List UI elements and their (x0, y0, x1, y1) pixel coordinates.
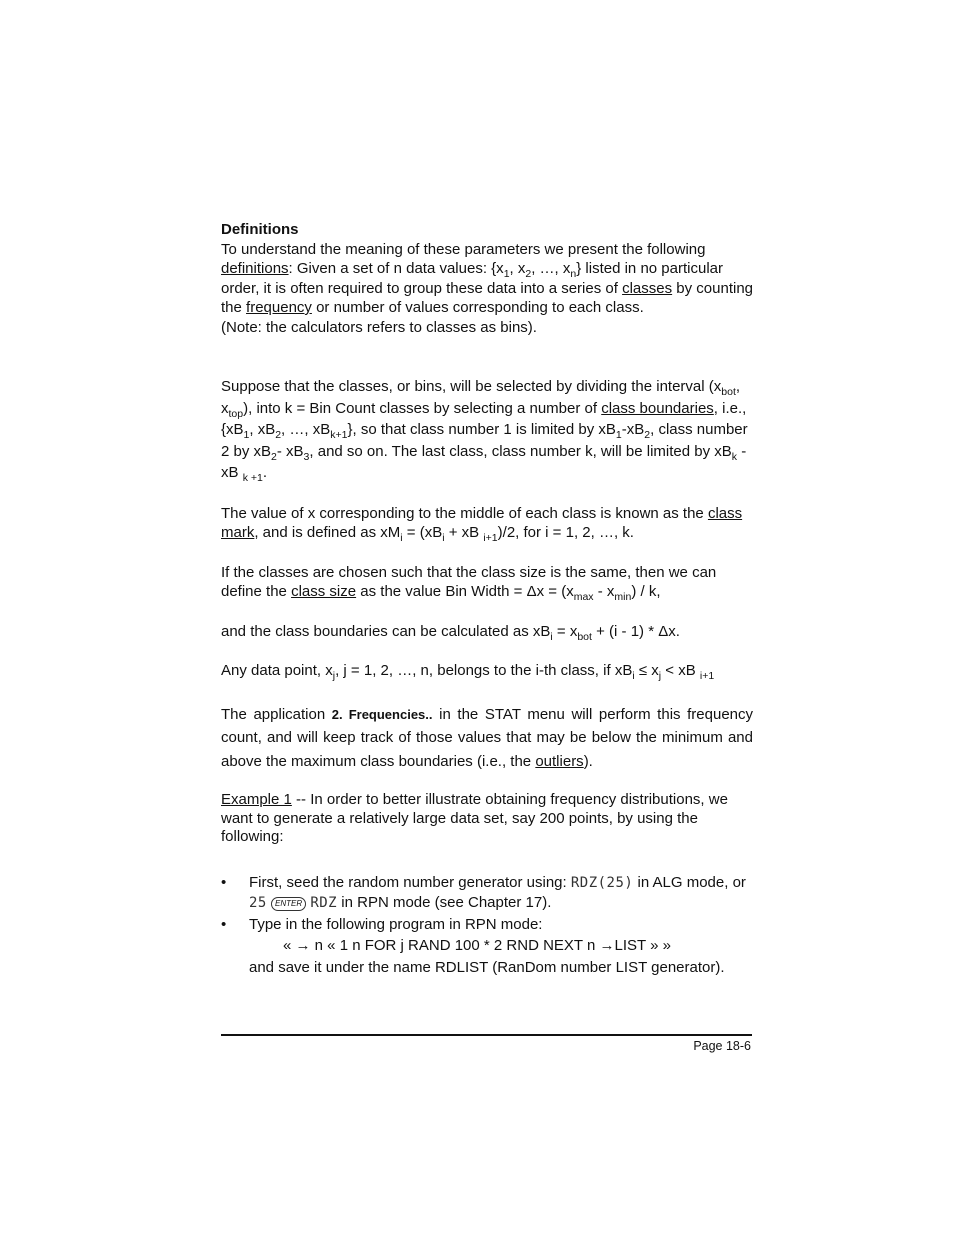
term-class-mark: class mark (221, 504, 743, 541)
paragraph-example: Example 1 -- In order to better illustrate obtaining frequency distributions, we want to generate a relatively large data set, say 200 points, by using the following: (221, 791, 728, 845)
paragraph-class-size: If the classes are chosen such that the class size is the same, then we can define the class size as the value Bin Width = $\Delta x = (x_{max} - x_{min}) / k$, (221, 563, 717, 603)
term-definitions: definitions (221, 260, 289, 277)
list-item: • First, seed the random number generator using: RDZ(25) in ALG mode, or 25 ENTER RDZ in RPN mode (see Chapter 17). (221, 873, 746, 911)
list-item: • Type in the following program in RPN mode: (221, 915, 543, 933)
term-classes: classes (622, 279, 673, 297)
lcd-command-rdz: RDZ (310, 894, 338, 911)
page-number: Page 18-6 (693, 1039, 751, 1053)
program-code: « → n « 1 n FOR j RAND 100 * 2 RND NEXT n →LIST » » (283, 936, 671, 954)
term-frequency: frequency (246, 299, 312, 316)
bullet-dot: • (221, 873, 227, 891)
program-save-note: and save it under the name RDLIST (RanDom number LIST generator). (249, 958, 725, 976)
lcd-number-25: 25 (249, 894, 267, 911)
lcd-command-rdz25: RDZ(25) (570, 874, 634, 891)
paragraph-application: The application 2. Frequencies.. in the STAT menu will perform this frequency count, and will keep track of those values that may be below the minimum and above the maximum class boundaries (i.e., the outliers). (221, 705, 754, 770)
term-outliers: outliers (535, 752, 584, 770)
example-label: Example 1 (221, 791, 292, 808)
paragraph-definitions: To understand the meaning of these parameters we present the following definitions: Given a set of n data values: {$x_1$, $x_2$, …, $x_n$} listed in no particular order, it is often required to group these data into a series of classes by counting the frequency or number of values corresponding to each class. (Note: the calculators refers to classes as bins). (221, 240, 753, 336)
term-class-boundaries: class boundaries (601, 399, 714, 417)
note: (Note: the calculators refers to classes as bins). (221, 318, 537, 336)
paragraph-data-point: Any data point, $x_j$, j = 1, 2, …, n, belongs to the i-th class, if $xB_i \le x_j$ < xB $_{i+1}$ (221, 662, 715, 682)
paragraph-classes: Suppose that the classes, or bins, will be selected by dividing the interval ($x_{bot}$, $x_{top}$), into k = Bin Count classes by selecting a number of class boundaries, i.e., {$xB_1$, $xB_2$, …, $xB_{k+1}$}, so that class number 1 is limited by $xB_1-xB_2$, class number 2 by $xB_2-$ $xB_3$, and so on. The last class, class number k, will be limited by $xB_k$ - xB $_{k +1}$. (221, 378, 748, 484)
paragraph-class-mark: The value of x corresponding to the middle of each class is known as the class mark, and is defined as $xM_i = (xB_i$ + xB $_{i+1}$)/2, for i = 1, 2, …, k. (221, 504, 743, 544)
bullet-dot: • (221, 915, 227, 933)
term-class-size: class size (291, 583, 357, 600)
menu-item-frequencies: 2. Frequencies.. (331, 706, 433, 722)
section-heading: Definitions (221, 221, 299, 238)
instruction-list (221, 873, 753, 934)
page-body (221, 220, 753, 977)
paragraph-class-boundaries-formula: and the class boundaries can be calculated as $xB_i = x_{bot} + (i - 1) * \Delta x$. (221, 622, 680, 643)
footer-rule (221, 1034, 752, 1036)
enter-key-icon: ENTER (271, 897, 306, 911)
